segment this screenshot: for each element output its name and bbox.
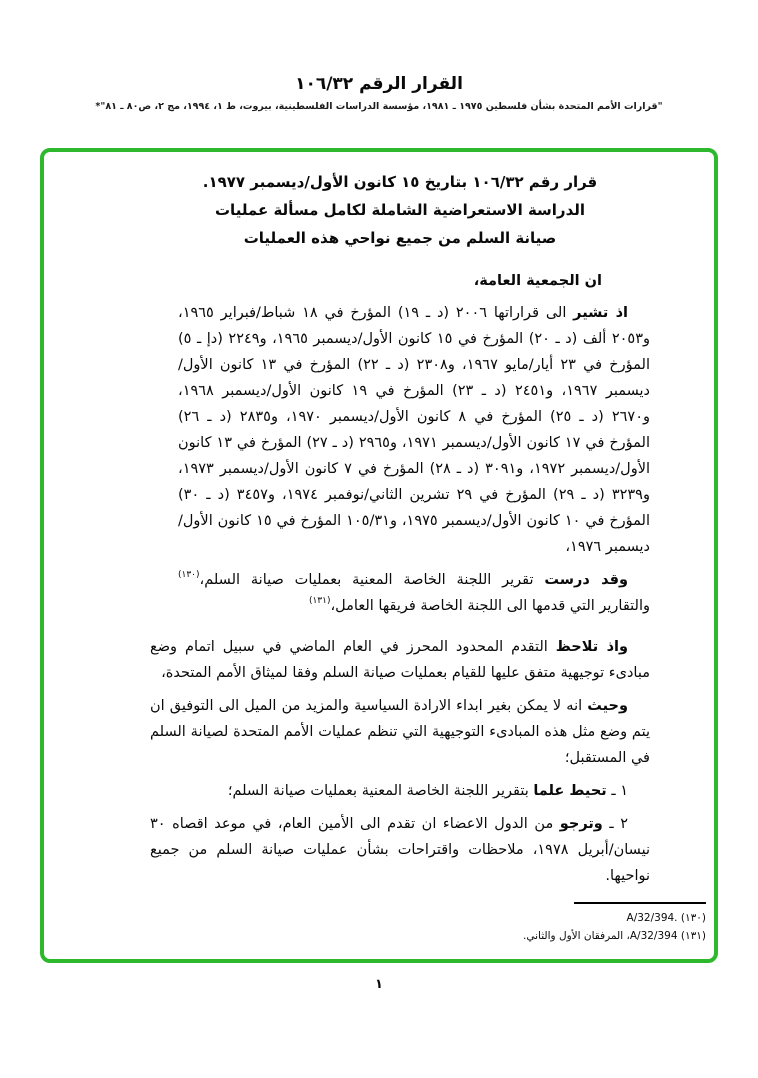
paragraph-text: الى قراراتها ٢٠٠٦ (د ـ ١٩) المؤرخ في ١٨ شباط/فبراير ١٩٦٥، و٢٠٥٣ ألف (د ـ ٢٠) المؤرخ في ١٥ كانون الأول/ديسمبر ١٩٦٥، و٢٢٤٩ (دإ ـ ٥) المؤرخ في ٢٣ أيار/مايو ١٩٦٧، و٢٣٠٨ (د ـ ٢٢) المؤرخ في ١٣ كانون الأول/ديسمبر ١٩٦٧، و٢٤٥١ (د ـ ٢٣) المؤرخ في ١٩ كانون الأول/ديسمبر ١٩٦٨، و٢٦٧٠ (د ـ ٢٥) المؤرخ في ٨ كانون الأول/ديسمبر ١٩٧٠، و٢٨٣٥ (د ـ ٢٦) المؤرخ في ١٧ كانون الأول/ديسمبر ١٩٧١، و٢٩٦٥ (د ـ ٢٧) المؤرخ في ١٣ كانون الأول/ديسمبر ١٩٧٢، و٣٠٩١ (د ـ ٢٨) المؤرخ في ٧ كانون الأول/ديسمبر ١٩٧٣، و٣٢٣٩ (د ـ ٢٩) المؤرخ في ٢٩ تشرين الثاني/نوفمبر ١٩٧٤، و٣٤٥٧ (د ـ ٣٠) المؤرخ في ١٠ كانون الأول/ديسمبر ١٩٧٥، و١٠٥/٣١ المؤرخ في ١٥ كانون الأول/ديسمبر ١٩٧٦،	[178, 305, 651, 555]
source-citation-line: "قرارات الأمم المتحدة بشأن فلسطين ١٩٧٥ ـ ١٩٨١، مؤسسة الدراسات الفلسطينية، بيروت، ط ١، ١٩٩٤، مج ٢، ص٨٠ ـ ٨١"*	[95, 101, 663, 112]
heading-line-1: قرار رقم ١٠٦/٣٢ بتاريخ ١٥ كانون الأول/ديسمبر ١٩٧٧.	[202, 173, 598, 191]
paragraph-text: تقرير اللجنة الخاصة المعنية بعمليات صيانة السلم،	[199, 572, 545, 588]
resolution-number-title: القرار الرقم ١٠٦/٣٢	[295, 74, 463, 94]
heading-line-2: الدراسة الاستعراضية الشاملة لكامل مسألة عمليات	[214, 201, 586, 219]
paragraph-text: التقدم المحدود المحرز في العام الماضي في سبيل اتمام وضع مبادىء توجيهية متفق عليها للقيام بعمليات صيانة السلم وفقا لميثاق الأمم المتحدة،	[150, 639, 650, 681]
opening-phrase: ان الجمعية العامة،	[473, 273, 602, 289]
paragraph-lead: وحيث	[587, 698, 628, 714]
paragraph-noting	[150, 634, 650, 686]
item-number: ١ ـ	[606, 783, 628, 799]
paragraph-text: والتقارير التي قدمها الى اللجنة الخاصة فريقها العامل،	[330, 598, 650, 614]
footnote-text: A/32/394.	[626, 912, 678, 924]
footnote-marker: (١٣٠)	[680, 912, 706, 924]
footnote-text: A/32/394، المرفقان الأول والثاني.	[523, 930, 678, 942]
paragraph-text: انه لا يمكن بغير ابداء الارادة السياسية والمزيد من الميل الى التوفيق ان يتم وضع مثل هذه المبادىء التوجيهية التي تنظم عمليات الأمم المتحدة لصيانة السلم في المستقبل؛	[150, 698, 650, 766]
footnote-131	[150, 927, 706, 945]
item-number: ٢ ـ	[602, 816, 628, 832]
footnote-reference-131: (١٣١)	[308, 596, 331, 606]
document-content	[44, 152, 714, 959]
page-number: ١	[375, 977, 383, 992]
item-text: بتقرير اللجنة الخاصة المعنية بعمليات صيانة السلم؛	[227, 783, 534, 799]
paragraph-lead: واذ تلاحظ	[555, 639, 629, 655]
item-text: من الدول الاعضاء ان تقدم الى الأمين العام، في موعد اقصاه ٣٠ نيسان/أبريل ١٩٧٨، ملاحظات واقتراحات بشأن عمليات صيانة السلم من جميع نواحيها.	[150, 816, 650, 884]
footnotes-section	[150, 902, 706, 945]
operative-item-2	[150, 811, 650, 889]
paragraph-lead: اذ تشير	[573, 305, 628, 321]
paragraph-considered	[178, 567, 650, 619]
item-lead: وترجو	[559, 816, 603, 832]
document-heading	[150, 168, 650, 252]
paragraph-recalls	[178, 300, 650, 560]
footnote-130	[150, 909, 706, 927]
operative-item-1	[150, 778, 650, 804]
page-header	[0, 74, 758, 112]
footnote-reference-130: (١٣٠)	[178, 570, 200, 580]
paragraph-lead: وقد درست	[544, 572, 628, 588]
resolution-border-box	[40, 148, 718, 963]
heading-line-3: صيانة السلم من جميع نواحي هذه العمليات	[243, 229, 557, 247]
footnote-divider	[574, 902, 706, 904]
item-lead: تحيط علما	[533, 783, 607, 799]
paragraph-whereas	[150, 693, 650, 771]
footnote-marker: (١٣١)	[680, 930, 706, 942]
